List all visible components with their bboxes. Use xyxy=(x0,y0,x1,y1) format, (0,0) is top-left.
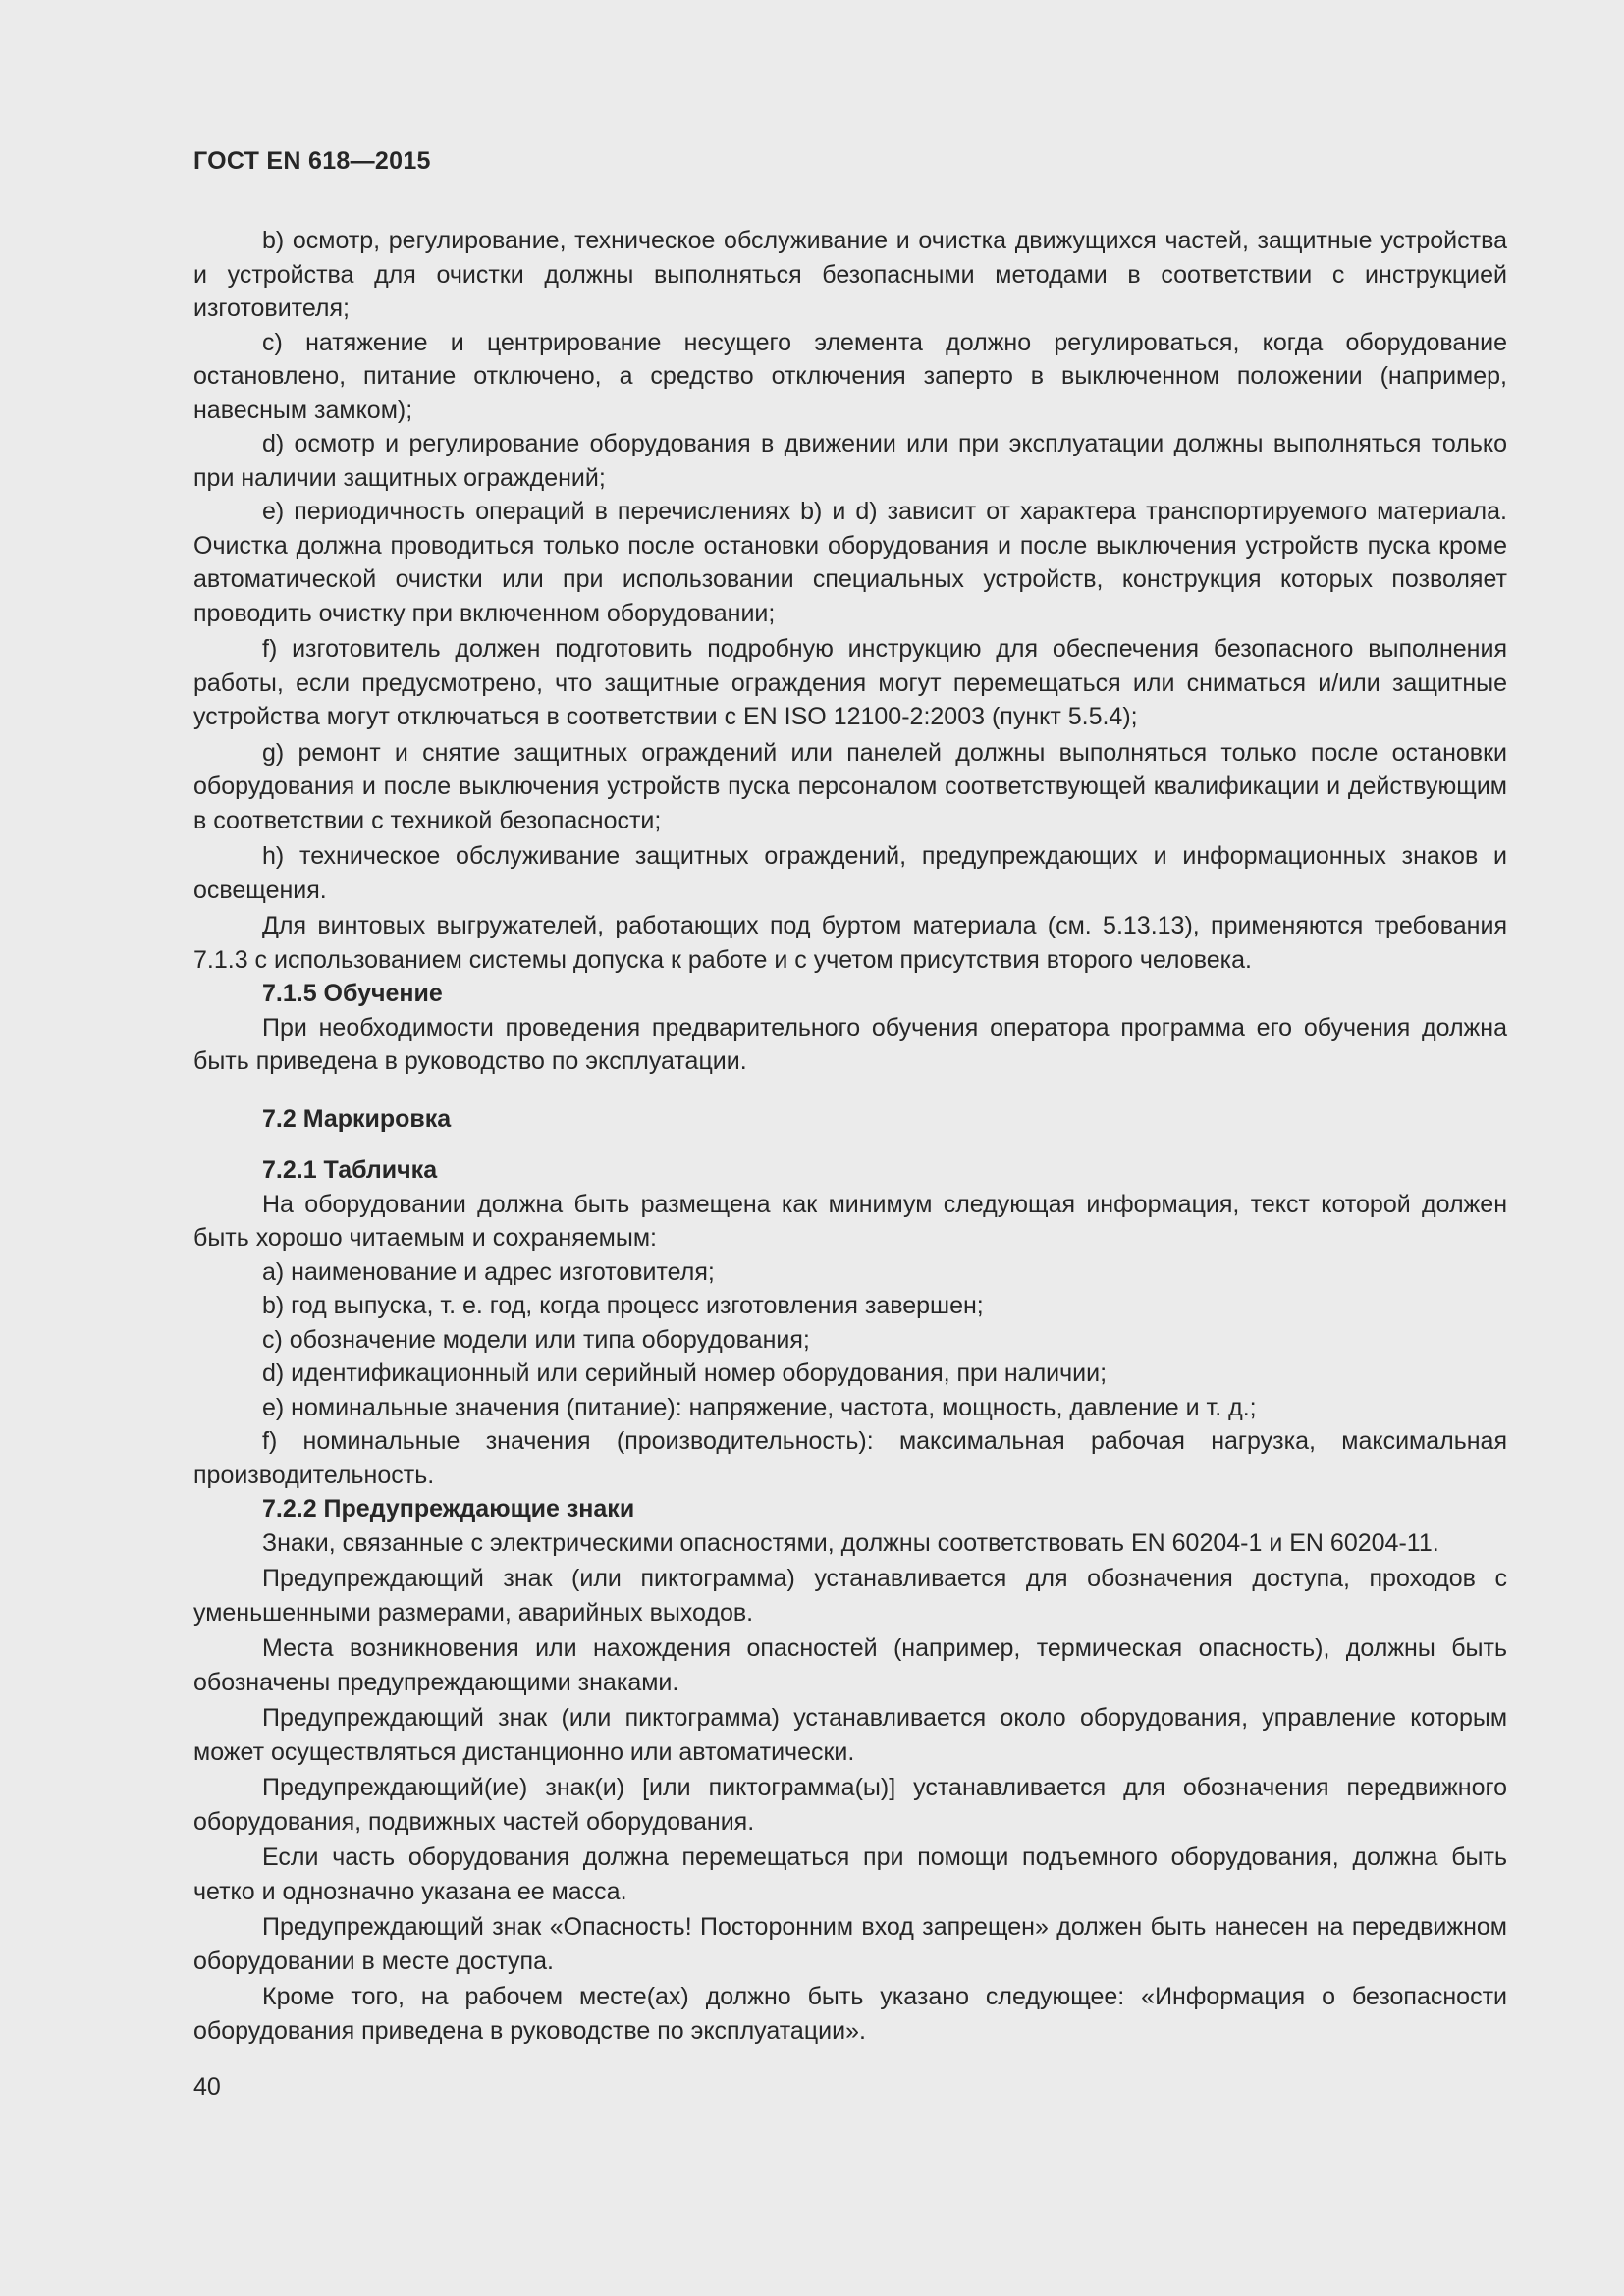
list-item-b2: b) год выпуска, т. е. год, когда процесс изготовления завершен; xyxy=(262,1292,984,1319)
section-heading-7-2: 7.2 Маркировка xyxy=(262,1104,452,1133)
list-item-e2: e) номинальные значения (питание): напряжение, частота, мощность, давление и т. д.; xyxy=(262,1393,1257,1421)
list-item-b: b) осмотр, регулирование, техническое обслуживание и очистка движущихся частей, защитные устройства и устройства для очистки должны выполняться безопасными методами в соответствии с инструкцией изготовителя; xyxy=(193,227,1507,322)
document-body xyxy=(193,224,1507,2048)
list-item-d: d) осмотр и регулирование оборудования в движении или при эксплуатации должны выполняться только при наличии защитных ограждений; xyxy=(193,430,1507,492)
section-heading-7-2-2: 7.2.2 Предупреждающие знаки xyxy=(262,1495,635,1522)
paragraph-remote-control: Предупреждающий знак (или пиктограмма) устанавливается около оборудования, управление которым может осуществляться дистанционно или автоматически. xyxy=(193,1704,1507,1766)
list-item-f: f) изготовитель должен подготовить подробную инструкцию для обеспечения безопасного выполнения работы, если предусмотрено, что защитные ограждения могут перемещаться или сниматься и/или защитные устройства могут отключаться в соответствии с EN ISO 12100-2:2003 (пункт 5.5.4); xyxy=(193,635,1507,730)
list-item-e: e) периодичность операций в перечислениях b) и d) зависит от характера транспортируемого материала. Очистка должна проводиться только после остановки оборудования и после выключения устройств пуска кроме автоматической очистки или при использовании специальных устройств, конструкция которых позволяет проводить очистку при включенном оборудовании; xyxy=(193,498,1507,627)
paragraph-warning-access: Предупреждающий знак (или пиктограмма) устанавливается для обозначения доступа, проходов с уменьшенными размерами, аварийных выходов. xyxy=(193,1565,1507,1627)
paragraph-workplace-info: Кроме того, на рабочем месте(ах) должно быть указано следующее: «Информация о безопасности оборудования приведена в руководстве по эксплуатации». xyxy=(193,1983,1507,2045)
page-number: 40 xyxy=(193,2073,221,2101)
section-heading-7-1-5: 7.1.5 Обучение xyxy=(262,980,443,1007)
list-item-g: g) ремонт и снятие защитных ограждений или панелей должны выполняться только после остановки оборудования и после выключения устройств пуска персоналом соответствующей квалификации и действующим в соответствии с техникой безопасности; xyxy=(193,738,1507,834)
list-item-d2: d) идентификационный или серийный номер оборудования, при наличии; xyxy=(262,1360,1108,1387)
list-item-c2: c) обозначение модели или типа оборудования; xyxy=(262,1325,810,1354)
paragraph-electrical-signs: Знаки, связанные с электрическими опасностями, должны соответствовать EN 60204-1 и EN 60204-11. xyxy=(262,1528,1439,1557)
document-header: ГОСТ EN 618—2015 xyxy=(193,147,431,175)
paragraph-hazard-locations: Места возникновения или нахождения опасностей (например, термическая опасность), должны быть обозначены предупреждающими знаками. xyxy=(193,1634,1507,1696)
paragraph-plate-info: На оборудовании должна быть размещена как минимум следующая информация, текст которой должен быть хорошо читаемым и сохраняемым: xyxy=(193,1190,1507,1252)
paragraph-danger-sign: Предупреждающий знак «Опасность! Посторонним вход запрещен» должен быть нанесен на передвижном оборудовании в месте доступа. xyxy=(193,1913,1507,1975)
list-item-f2: f) номинальные значения (производительность): максимальная рабочая нагрузка, максимальная производительность. xyxy=(193,1427,1507,1489)
list-item-a: a) наименование и адрес изготовителя; xyxy=(262,1257,715,1286)
section-heading-7-2-1: 7.2.1 Табличка xyxy=(262,1156,438,1184)
paragraph-mobile-equipment: Предупреждающий(ие) знак(и) [или пиктограмма(ы)] устанавливается для обозначения передвижного оборудования, подвижных частей оборудования. xyxy=(193,1774,1507,1836)
list-item-c: c) натяжение и центрирование несущего элемента должно регулироваться, когда оборудование остановлено, питание отключено, а средство отключения заперто в выключенном положении (например, навесным замком); xyxy=(193,328,1507,424)
list-item-h: h) техническое обслуживание защитных ограждений, предупреждающих и информационных знаков и освещения. xyxy=(193,842,1507,904)
paragraph-screw-unloaders: Для винтовых выгружателей, работающих под буртом материала (см. 5.13.13), применяются требования 7.1.3 с использованием системы допуска к работе и с учетом присутствия второго человека. xyxy=(193,912,1507,974)
paragraph-training: При необходимости проведения предварительного обучения оператора программа его обучения должна быть приведена в руководство по эксплуатации. xyxy=(193,1013,1507,1075)
paragraph-mass-indication: Если часть оборудования должна перемещаться при помощи подъемного оборудования, должна быть четко и однозначно указана ее масса. xyxy=(193,1843,1507,1905)
